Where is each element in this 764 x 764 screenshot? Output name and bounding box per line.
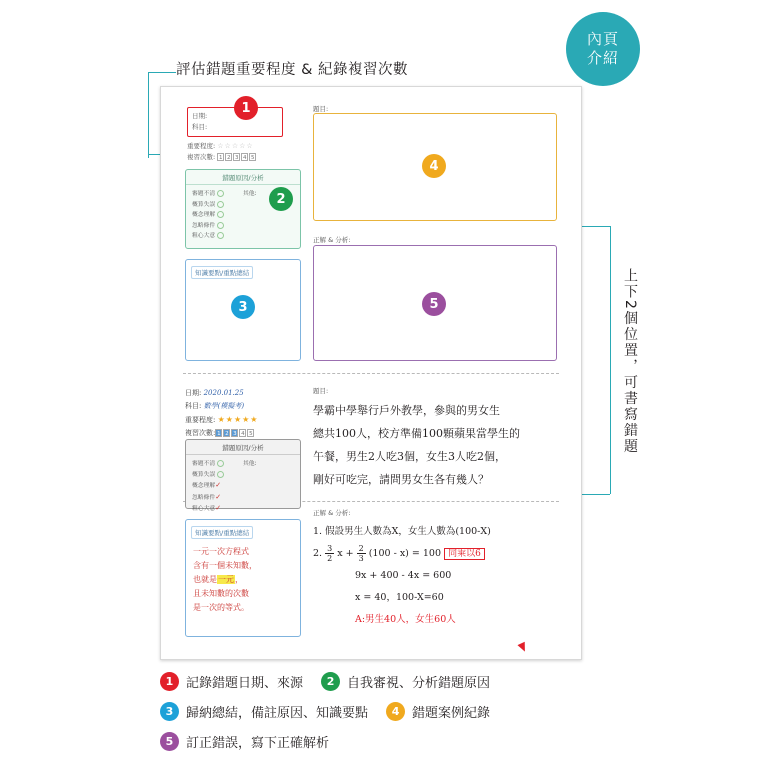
question-label: 題目: (313, 105, 329, 113)
answer-label: 正解 & 分析: (313, 236, 351, 244)
red-arrow-icon (517, 642, 528, 654)
sample-review-count-4[interactable]: 4 (241, 431, 245, 437)
sample-review-count-5[interactable]: 5 (249, 431, 253, 437)
reason-option-5[interactable]: 粗心大意 (192, 233, 216, 239)
reason-option-4[interactable]: 忽略條件 (192, 222, 216, 229)
sample-knowledge-notes-title: 知識要點/重點總結 (191, 526, 253, 539)
sample-error-reason-panel (185, 439, 301, 512)
sample-knowledge-notes-body (193, 545, 294, 615)
sample-importance-stars: ★★★★★ (217, 415, 259, 424)
answer-line-5: A:男生40人，女生60人 (355, 614, 456, 625)
legend-item-5 (160, 732, 329, 751)
check-icon: ✓ (215, 481, 222, 489)
sample-reason-option-other[interactable]: 其他: (243, 461, 257, 467)
review-count-1[interactable]: 1 (219, 155, 223, 161)
sample-reason-option-3[interactable]: 概念理解 (192, 483, 216, 489)
sample-review-count-1[interactable]: 1 (217, 431, 221, 437)
radio-icon[interactable] (217, 232, 224, 239)
review-count-4[interactable]: 4 (243, 155, 247, 161)
review-count-5[interactable]: 5 (251, 155, 255, 161)
reason-option-other[interactable]: 其他: (243, 191, 257, 197)
answer-line-2-tail: (100 - x) = 100 (368, 548, 442, 559)
legend-text-5: 訂正錯誤，寫下正確解析 (186, 736, 330, 751)
sample-review-count-2[interactable]: 2 (225, 431, 229, 437)
fraction-1-denominator: 2 (327, 554, 333, 563)
right-bracket-bottom (578, 494, 610, 495)
legend-item-4 (386, 702, 490, 721)
marker-2: 2 (269, 187, 293, 211)
legend-marker-3: 3 (160, 702, 179, 721)
page-divider (183, 373, 559, 374)
radio-icon[interactable] (217, 211, 224, 218)
marker-3: 3 (231, 295, 255, 319)
review-row (187, 152, 297, 163)
fraction-2 (357, 544, 366, 563)
fraction-2-denominator: 3 (358, 554, 364, 563)
notes-line-5: 是一次的等式。 (193, 603, 249, 612)
top-bracket-vertical (148, 72, 149, 158)
importance-stars[interactable]: ☆☆☆☆☆ (217, 142, 254, 150)
right-bracket-top (578, 226, 610, 227)
legend-marker-1: 1 (160, 672, 179, 691)
legend-text-4: 錯題案例紀錄 (412, 706, 491, 721)
right-caption: 上下2個位置，可書寫錯題 (622, 267, 638, 455)
reason-option-3[interactable]: 概念理解 (192, 212, 216, 218)
legend-text-1: 記錄錯題日期、來源 (186, 676, 304, 691)
radio-icon[interactable] (217, 222, 224, 229)
legend-item-1 (160, 672, 303, 691)
legend-text-3: 歸納總結，備註原因、知識要點 (186, 706, 369, 721)
question-line-4: 剛好可吃完，請問男女生各有幾人？ (313, 473, 489, 486)
answer-line-1: 1. 假設男生人數為X，女生人數為(100-X) (313, 526, 491, 537)
top-bracket-line (148, 72, 176, 73)
question-line-2: 總共100人，校方準備100顆蘋果當學生的 (313, 427, 520, 440)
date-label: 日期: (192, 112, 208, 120)
notes-line-3a: 也就是 (193, 575, 217, 584)
marker-1: 1 (234, 96, 258, 120)
legend-item-2 (321, 672, 490, 691)
sample-answer-label: 正解 & 分析: (313, 509, 351, 517)
answer-annotation-tag: 同乘以6 (444, 548, 485, 560)
notes-highlight: 一元 (218, 575, 234, 584)
reason-option-1[interactable]: 審題不清 (192, 191, 216, 197)
sample-knowledge-notes-panel (185, 519, 301, 637)
badge-line-1: 內頁 (586, 30, 619, 48)
legend-marker-5: 5 (160, 732, 179, 751)
reason-option-2[interactable]: 概算失誤 (192, 201, 216, 208)
legend-marker-2: 2 (321, 672, 340, 691)
radio-icon[interactable] (217, 471, 224, 478)
importance-row (187, 141, 297, 152)
error-reason-left-column (192, 189, 243, 242)
answer-line-2 (313, 543, 563, 565)
error-reason-title: 錯題原因/分析 (186, 173, 300, 185)
notes-line-4: 且未知數的次數 (193, 589, 249, 598)
sample-subject-value: 數學(模擬考) (203, 402, 245, 410)
question-line-3: 午餐，男生2人吃3個，女生3人吃2個， (313, 450, 506, 463)
subject-label: 科目: (192, 123, 208, 131)
notes-line-1: 一元一次方程式 (193, 547, 249, 556)
review-label: 複習次數: (187, 153, 216, 161)
sample-date-value: 2020.01.25 (203, 389, 244, 397)
radio-icon[interactable] (217, 190, 224, 197)
answer-line-4: x = 40，100-X=60 (355, 592, 444, 603)
notes-line-2: 含有一個未知數， (193, 561, 257, 570)
review-count-2[interactable]: 2 (227, 155, 231, 161)
intro-badge (566, 12, 640, 86)
sample-date-label: 日期: (185, 389, 202, 397)
legend-marker-4: 4 (386, 702, 405, 721)
question-line-1: 學霸中學舉行戶外教學，參與的男女生 (313, 404, 500, 417)
marker-5: 5 (422, 292, 446, 316)
sample-error-reason-title: 錯題原因/分析 (186, 443, 300, 455)
check-icon: ✓ (215, 504, 222, 512)
sample-subject-label: 科目: (185, 402, 202, 410)
legend (160, 672, 630, 762)
sample-reason-option-1[interactable]: 審題不清 (192, 461, 216, 467)
sample-reason-right-column (243, 459, 294, 515)
sample-importance-label: 重要程度: (185, 416, 216, 424)
sample-question-label: 題目: (313, 387, 329, 395)
sample-review-label: 複習次數: (185, 429, 216, 437)
importance-label: 重要程度: (187, 142, 216, 150)
fraction-2-numerator: 2 (358, 544, 364, 553)
top-caption: 評估錯題重要程度 & 紀錄複習次數 (176, 62, 409, 78)
sample-question-text (313, 399, 565, 491)
sample-meta-block (185, 387, 305, 440)
sample-reason-option-2[interactable]: 概算失誤 (192, 471, 216, 478)
check-icon: ✓ (215, 492, 222, 501)
review-count-3[interactable]: 3 (235, 155, 239, 161)
answer-line-2-prefix: 2. (313, 548, 323, 559)
legend-text-2: 自我審視、分析錯題原因 (347, 676, 491, 691)
fraction-1-numerator: 3 (327, 544, 333, 553)
right-bracket-vertical (610, 226, 611, 494)
importance-review-block (187, 141, 297, 163)
knowledge-notes-title: 知識要點/重點總結 (191, 266, 253, 279)
notebook-page (160, 86, 582, 660)
fraction-1 (325, 544, 334, 563)
sample-answer-text (313, 521, 563, 631)
sample-reason-option-5[interactable]: 粗心大意 (192, 506, 216, 512)
answer-line-3: 9x + 400 - 4x = 600 (355, 570, 452, 581)
legend-item-3 (160, 702, 368, 721)
sample-reason-left-column (192, 459, 243, 515)
marker-4: 4 (422, 154, 446, 178)
badge-line-2: 介紹 (586, 49, 619, 67)
notes-line-3c: ， (235, 575, 243, 584)
answer-line-2-mid: x + (337, 548, 354, 559)
radio-icon[interactable] (217, 201, 224, 208)
sample-review-count-3[interactable]: 3 (233, 431, 237, 437)
sample-reason-option-4[interactable]: 忽略條件 (192, 494, 216, 501)
radio-icon[interactable] (217, 460, 224, 467)
